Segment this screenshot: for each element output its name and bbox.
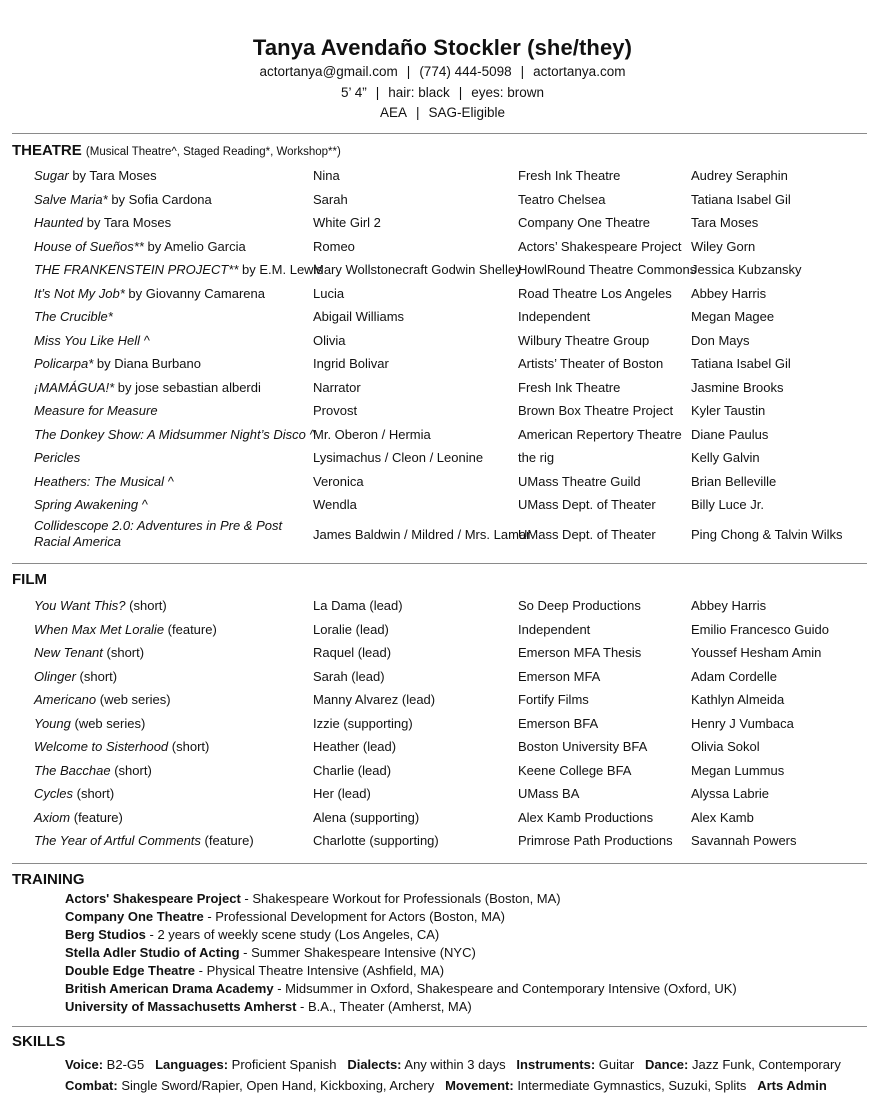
credit-role: Lucia [313,285,345,301]
training-school: British American Drama Academy [65,981,274,996]
credit-director: Megan Magee [691,309,775,324]
credit-title-cell [34,688,304,711]
training-school: Double Edge Theatre [65,963,196,978]
credit-work-title: Olinger [34,668,76,684]
credit-work-title: Young [34,715,71,731]
credit-row [0,782,885,805]
credit-row [0,688,885,711]
skill-value: Single Sword/Rapier, Open Hand, Kickboxing, Archery [117,1078,435,1093]
credit-work-byline: by Tara Moses [83,215,172,230]
credit-company: So Deep Productions [518,598,641,613]
credit-title-cell [34,470,304,493]
credit-company: Independent [518,309,591,324]
credit-role: Veronica [313,473,364,489]
credit-director: Abbey Harris [691,598,767,613]
credit-director: Tatiana Isabel Gil [691,191,791,207]
credit-work-byline: (feature) [164,621,217,637]
credit-work-byline: by jose sebastian alberdi [114,379,261,395]
credit-title-cell [34,735,304,758]
skill-label: Dance: [645,1057,689,1072]
credit-work-byline: (web series) [96,692,171,707]
credit-title-cell [34,518,304,551]
credit-company: Independent [518,621,591,637]
credit-row [0,282,885,305]
credit-role: Nina [313,168,340,183]
skills-line [65,1075,827,1096]
credit-title-cell [34,782,304,805]
credit-work-title: The Donkey Show: A Midsummer Night’s Disco ^ [34,426,316,442]
credit-title-cell [34,399,304,422]
credit-company: UMass Dept. of Theater [518,497,656,512]
training-detail: - Summer Shakespeare Intensive (NYC) [239,945,476,960]
credit-work-byline: (feature) [200,833,254,848]
height: 5’ 4” [340,84,367,100]
skill-label: Combat: [65,1078,118,1093]
union-aea: AEA [379,105,407,120]
credit-director: Jasmine Brooks [691,379,784,395]
credit-company: the rig [518,450,555,465]
credit-work-title: Miss You Like Hell ^ [34,332,150,348]
credit-work-title: The Year of Artful Comments [34,833,201,848]
credit-director: Jessica Kubzansky [691,262,802,277]
credit-work-title: Pericles [34,450,81,465]
skill-label: Voice: [65,1057,104,1072]
credit-title-cell [34,665,304,688]
credit-title-cell [34,352,304,375]
training-detail: - B.A., Theater (Amherst, MA) [296,999,472,1014]
credit-director: Don Mays [691,332,750,348]
training-heading: TRAINING [12,871,85,888]
credit-work-title: Cycles [34,786,74,801]
credit-work-title: Measure for Measure [34,403,158,418]
skill-value: Jazz Funk, Contemporary [688,1057,841,1072]
credit-company: Alex Kamb Productions [518,809,654,825]
phone: (774) 444-5098 [419,64,512,79]
separator: | [406,64,411,79]
credit-company: Artists’ Theater of Boston [518,356,664,371]
credit-role: Romeo [313,238,355,254]
credit-row [0,641,885,664]
credit-work-byline: (short) [73,786,115,801]
credit-row [0,423,885,446]
credit-row [0,352,885,375]
credit-row [0,376,885,399]
section-divider [12,563,867,564]
credit-director: Youssef Hesham Amin [691,645,822,660]
credit-title-cell [34,446,304,469]
credit-role: Lysimachus / Cleon / Leonine [313,450,484,465]
contact-line [0,62,885,83]
credit-row [0,829,885,852]
section-divider [12,1026,867,1027]
credit-work-byline: by Sofia Cardona [107,191,212,207]
credit-company: Company One Theatre [518,215,650,230]
credit-row [0,806,885,829]
credit-company: American Repertory Theatre [518,426,682,442]
training-item [65,998,472,1016]
training-school: Berg Studios [65,927,146,942]
credit-director: Billy Luce Jr. [691,497,764,512]
credit-row [0,470,885,493]
credit-role: Charlie (lead) [313,762,392,778]
credit-work-byline: (short) [125,598,167,613]
skill-value: Proficient Spanish [228,1057,337,1072]
credit-company: HowlRound Theatre Commons [518,262,697,277]
credit-row [0,305,885,328]
credit-director: Ping Chong & Talvin Wilks [691,526,843,542]
separator: | [415,105,420,120]
credit-company: Boston University BFA [518,739,648,754]
union-line [0,103,885,124]
credit-work-title: The Crucible* [34,309,113,324]
credit-role: Ingrid Bolivar [313,356,389,371]
credit-work-byline: (short) [110,762,152,778]
credit-row [0,493,885,516]
skill-label: Instruments: [516,1057,596,1072]
training-item [65,890,561,908]
training-school: Stella Adler Studio of Acting [65,945,240,960]
credit-row [0,594,885,617]
credit-role: Sarah [313,191,348,207]
website[interactable]: actortanya.com [533,64,626,79]
theatre-title: THEATRE [12,142,82,159]
credit-work-title: When Max Met Loralie [34,621,165,637]
credit-work-title: Policarpa* [34,356,94,371]
credit-role: Izzie (supporting) [313,715,413,731]
credit-company: UMass Dept. of Theater [518,526,656,542]
skill-value: Guitar [595,1057,635,1072]
credit-director: Abbey Harris [691,285,767,301]
credit-role: Charlotte (supporting) [313,833,439,848]
credit-work-byline: (feature) [70,809,123,825]
credit-work-byline: (short) [102,645,145,660]
skills-line [65,1054,841,1075]
credit-work-byline: by Tara Moses [68,168,157,183]
credit-company: Keene College BFA [518,762,632,778]
credit-company: Fresh Ink Theatre [518,168,621,183]
credit-director: Kyler Taustin [691,403,766,418]
credit-title-cell [34,282,304,305]
training-detail: - Shakespeare Workout for Professionals (Boston, MA) [240,891,561,906]
credit-director: Adam Cordelle [691,668,777,684]
credit-title-cell [34,164,304,187]
skill-label: Dialects: [347,1057,402,1072]
credit-company: Teatro Chelsea [518,191,606,207]
credit-role: Heather (lead) [313,739,397,754]
credit-work-title: House of Sueños** [34,238,144,254]
training-item [65,908,505,926]
union-sag: SAG-Eligible [428,105,506,120]
film-heading: FILM [12,571,47,588]
credit-title-cell [34,618,304,641]
credit-work-title: Axiom [34,809,71,825]
credit-role: Raquel (lead) [313,645,392,660]
credit-row [0,399,885,422]
credit-company: Emerson MFA [518,668,601,684]
credit-work-title: Sugar [34,168,69,183]
credit-title-cell [34,829,304,852]
credit-role: Manny Alvarez (lead) [313,692,436,707]
skill-value: Intermediate Gymnastics, Suzuki, Splits [513,1078,747,1093]
credit-director: Emilio Francesco Guido [691,621,829,637]
credit-director: Henry J Vumbaca [691,715,794,731]
credit-director: Diane Paulus [691,426,769,442]
credit-row [0,329,885,352]
separator: | [520,64,525,79]
credit-row [0,446,885,469]
credit-role: Narrator [313,379,361,395]
credit-company: UMass Theatre Guild [518,473,641,489]
credit-row [0,665,885,688]
credit-role: Provost [313,403,358,418]
credit-row [0,759,885,782]
skill-label: Movement: [445,1078,514,1093]
credit-row [0,211,885,234]
credit-title-cell [34,258,323,281]
credit-company: Actors’ Shakespeare Project [518,238,682,254]
training-school: Actors' Shakespeare Project [65,891,241,906]
credit-work-byline: (short) [168,739,210,754]
credit-role: White Girl 2 [313,215,381,230]
credit-role: La Dama (lead) [313,598,403,613]
credit-work-title: The Bacchae [34,762,111,778]
credit-role: Abigail Williams [313,309,405,324]
eyes: eyes: brown [471,84,545,100]
credit-company: UMass BA [518,786,580,801]
credit-role: Loralie (lead) [313,621,389,637]
credit-role: Her (lead) [313,786,371,801]
email[interactable]: actortanya@gmail.com [259,64,398,79]
credit-work-title: New Tenant [34,645,103,660]
credit-work-title: Heathers: The Musical ^ [34,473,174,489]
training-detail: - Midsummer in Oxford, Shakespeare and Contemporary Intensive (Oxford, UK) [273,981,737,996]
credit-company: Brown Box Theatre Project [518,403,674,418]
credit-company: Wilbury Theatre Group [518,332,650,348]
credit-director: Kathlyn Almeida [691,692,785,707]
credit-row [0,618,885,641]
theatre-legend: (Musical Theatre^, Staged Reading*, Workshop**) [85,146,341,158]
credit-work-byline: by Amelio Garcia [143,238,246,254]
training-detail: - Physical Theatre Intensive (Ashfield, MA) [195,963,445,978]
credit-director: Brian Belleville [691,473,777,489]
credit-title-cell [34,376,304,399]
training-school: Company One Theatre [65,909,204,924]
credit-director: Alex Kamb [691,809,754,825]
credit-director: Wiley Gorn [691,238,756,254]
credit-director: Tatiana Isabel Gil [691,356,791,371]
theatre-heading [12,142,341,159]
credit-work-byline: by Diana Burbano [93,356,201,371]
credit-work-title: Spring Awakening ^ [34,497,148,512]
credit-director: Megan Lummus [691,762,785,778]
credit-row [0,517,885,553]
credit-title-cell [34,329,304,352]
credit-role: Alena (supporting) [313,809,420,825]
credit-title-cell [34,235,304,258]
training-detail: - 2 years of weekly scene study (Los Angeles, CA) [145,927,440,942]
skill-label: Arts Admin [757,1078,827,1093]
credit-work-title: Collidescope 2.0: Adventures in Pre & Post Racial America [34,517,283,549]
training-item [65,944,476,962]
credit-work-title: ¡MAMÁGUA!* [34,379,115,395]
credit-row [0,164,885,187]
credit-director: Audrey Seraphin [691,168,788,183]
credit-row [0,258,885,281]
credit-role: Wendla [313,497,357,512]
credit-title-cell [34,423,316,446]
credit-company: Fresh Ink Theatre [518,379,621,395]
credit-company: Fortify Films [518,692,589,707]
credit-director: Savannah Powers [691,833,797,848]
credit-company: Road Theatre Los Angeles [518,285,672,301]
credit-role: Olivia [313,332,346,348]
credit-title-cell [34,493,304,516]
credit-work-title: Salve Maria* [34,191,108,207]
credit-title-cell [34,712,304,735]
skills-heading: SKILLS [12,1033,66,1050]
credit-director: Olivia Sokol [691,739,760,754]
credit-row [0,188,885,211]
credit-work-byline: (short) [75,668,118,684]
credit-work-title: THE FRANKENSTEIN PROJECT** [34,262,239,277]
credit-role: Sarah (lead) [313,668,385,684]
credit-title-cell [34,211,304,234]
credit-director: Kelly Galvin [691,450,760,465]
credit-work-title: Haunted [34,215,84,230]
skill-label: Languages: [155,1057,229,1072]
section-divider [12,133,867,134]
credit-title-cell [34,759,304,782]
separator: | [458,84,463,100]
training-item [65,962,444,980]
credit-director: Tara Moses [691,215,759,230]
credit-role: James Baldwin / Mildred / Mrs. Lamar [313,526,531,542]
credit-title-cell [34,806,304,829]
credit-title-cell [34,594,304,617]
section-divider [12,863,867,864]
credit-company: Emerson BFA [518,715,599,731]
skill-value: Any within 3 days [401,1057,506,1072]
skill-value: B2-G5 [103,1057,145,1072]
training-school: University of Massachusetts Amherst [65,999,297,1014]
credit-role: Mary Wollstonecraft Godwin Shelley [313,262,522,277]
credit-role: Mr. Oberon / Hermia [313,426,431,442]
credit-row [0,712,885,735]
hair: hair: black [388,84,450,100]
actor-name: Tanya Avendaño Stockler (she/they) [252,35,633,60]
credit-work-title: Americano [34,692,97,707]
credit-director: Alyssa Labrie [691,786,770,801]
credit-work-title: You Want This? [34,598,126,613]
credit-work-title: It’s Not My Job* [34,285,125,301]
training-item [65,926,439,944]
credit-company: Primrose Path Productions [518,833,673,848]
credit-work-title: Welcome to Sisterhood [34,739,169,754]
stats-line [0,83,885,104]
training-item [65,980,737,998]
credit-title-cell [34,188,304,211]
credit-title-cell [34,641,304,664]
credit-work-byline: by E.M. Lewis [238,262,323,277]
credit-company: Emerson MFA Thesis [518,645,642,660]
credit-row [0,735,885,758]
training-detail: - Professional Development for Actors (Boston, MA) [203,909,505,924]
resume-header [0,0,885,124]
credit-work-byline: by Giovanny Camarena [124,285,265,301]
credit-title-cell [34,305,304,328]
credit-work-byline: (web series) [70,715,146,731]
separator: | [375,84,380,100]
credit-row [0,235,885,258]
